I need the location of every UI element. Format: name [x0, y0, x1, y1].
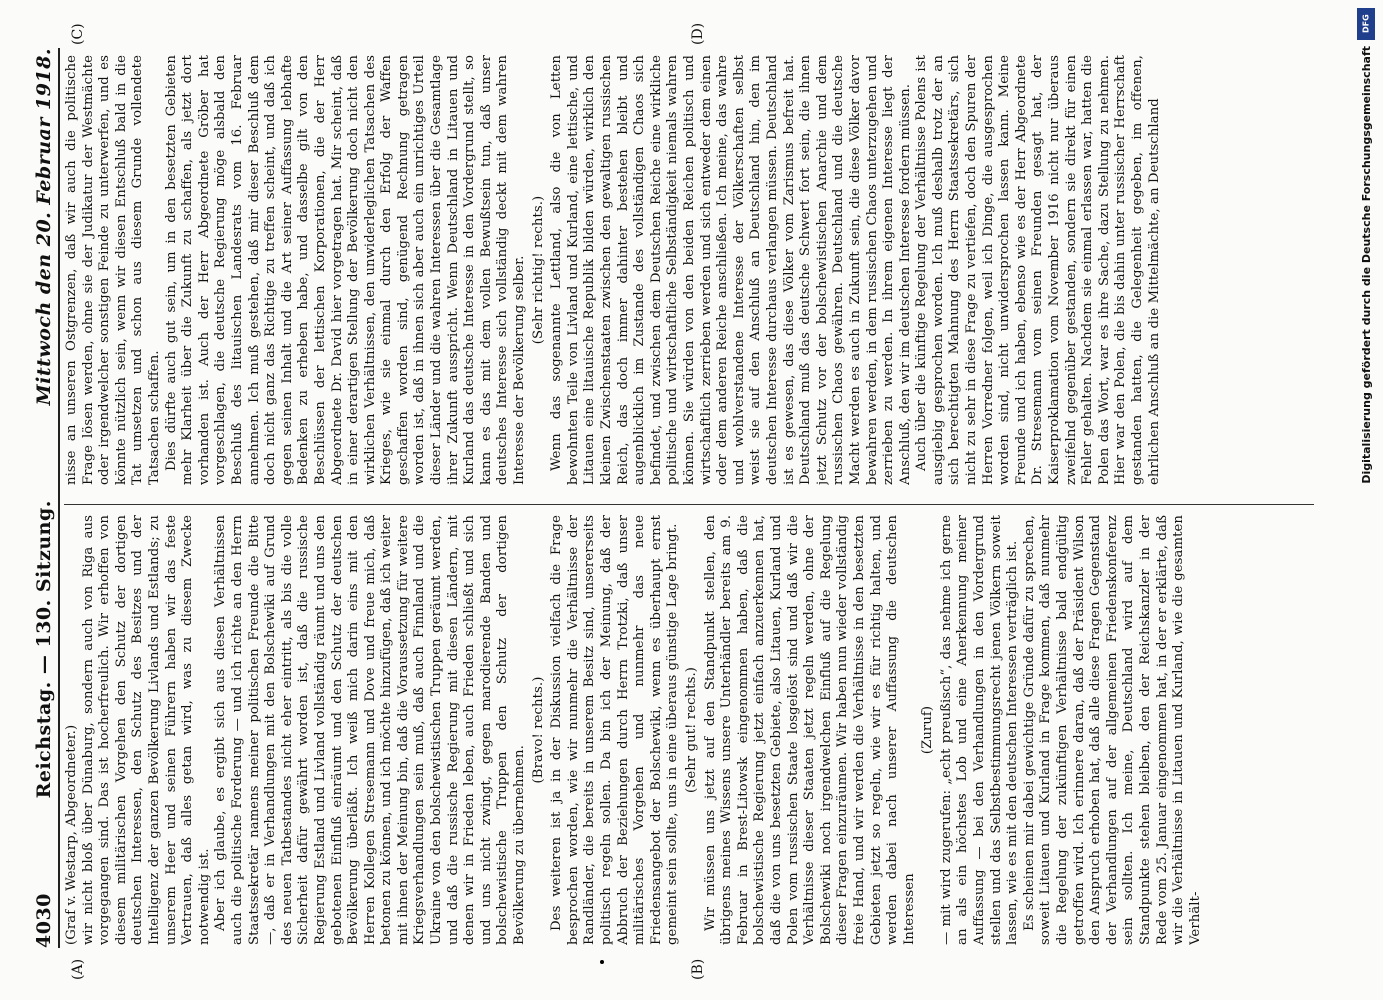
header-session: Reichstag. — 130. Sitzung. [33, 500, 55, 799]
digitization-credit [1353, 0, 1379, 1000]
page-header [30, 48, 60, 948]
header-date: Mittwoch den 20. Februar 1918. [33, 48, 55, 406]
paragraph: Auch über die künftige Regelung der Verhältnisse Polens ist ausgiebig gesprochen worden. Ich muß deshalb trotz der an sich berechtigten Mahnung des Herrn Staatssekretärs, sich nicht zu sehr in diese Frage zu vertiefen, doch den Spuren der Herren Vorredner folgen, weil ich Dinge, die ausgesprochen worden sind, nicht unwidersprochen lassen kann. Meine Freunde und ich haben, ebenso wie es der Herr Abgeordnete Dr. Stresemann vom seinen Freunden gesagt hat, der Kaiserproklamation vom November 1916 nicht nur überaus zweifelnd gegenüber gestanden, sondern sie direkt für einen Fehler gehalten. Nachdem sie einmal erlassen war, hatten die Polen das Wort, war es ihre Sache, dazu Stellung zu nehmen. Hier war den Polen, die bis dahin unter russischer Herrschaft gestanden hatten, die Gelegenheit gegeben, im offenen, ehrlichen Anschluß an die Mittelmächte, an Deutschland [914, 55, 1162, 485]
paragraph: Es scheinen mir dabei gewichtige Gründe dafür zu sprechen, soweit Litauen und Kurland in Frage kommen, daß nunmehr die Regelung der zukünftigen Verhältnisse bald endgültig getroffen wird. Ich erinnere daran, daß der Präsident Wilson den Anspruch erhoben hat, daß alle diese Fragen Gegenstand der Verhandlungen auf der allgemeinen Friedenskonferenz sein sollten. Ich meine, Deutschland wird auf dem Standpunkte stehen bleiben, den der Reichskanzler in der Rede vom 25. Januar eingenommen hat, in der er erklärte, daß wir die Verhältnisse in Litauen und Kurland, wie die gesamten Verhält- [1021, 515, 1203, 945]
paragraph: wir nicht bloß über Dünaburg, sondern auch von Riga aus vorgegangen sind. Das ist hocherfreulich. Wir erhoffen von diesem militärischen Vorgehen den Schutz der dortigen deutschen Interessen, den Schutz des Besitzes und der Intelligenz der ganzen Bevölkerung Livlands und Estlands; zu unserem Heer und seinen Führern haben wir das feste Vertrauen, daß alles getan wird, was zu diesem Zwecke notwendig ist. [80, 515, 212, 945]
paragraph: Wir müssen uns jetzt auf den Standpunkt stellen, den übrigens meines Wissens unsere Unterhändler bereits am 9. Februar in Brest-Litowsk eingenommen haben, daß die bolschewistische Regierung jetzt einfach anzuerkennen hat, daß die von uns besetzten Gebiete, also Litauen, Kurland und Polen vom russischen Staate losgelöst sind und daß wir die Verhältnisse dieser Staaten jetzt regeln werden, ohne der Bolschewiki noch irgendwelchen Einfluß auf die Regelung dieser Fragen einzuräumen. Wir haben nun wieder vollständig freie Hand, und wir werden die Verhältnisse in den besetzten Gebieten jetzt so regeln, wie wir es für richtig halten, und werden dabei nach unserer Auffassung die deutschen Interessen [702, 515, 917, 945]
right-column [64, 55, 1314, 485]
credit-text: Digitalisierung gefördert durch die Deutsche Forschungsgemeinschaft [1360, 46, 1373, 484]
stage-direction: (Sehr richtig! rechts.) [530, 195, 546, 345]
page-number: 4030 [33, 893, 55, 948]
stage-direction: (Bravo! rechts.) [530, 676, 546, 784]
paragraph: — mit wird zugerufen: „echt preußisch“, das nehme ich gerne an als ein höchstes Lob und eine Anerkennung meiner Auffassung — bei den Verhandlungen in den Vordergrund stellen und das Selbstbestimmungsrecht jenen Völkern soweit lassen, wie es mit den deutschen Interessen verträglich ist. [938, 515, 1021, 945]
paragraph: Dies dürfte auch gut sein, um in den besetzten Gebieten mehr Klarheit über die Zukunft zu schaffen, als jetzt dort vorhanden ist. Auch der Herr Abgeordnete Gröber hat vorgeschlagen, die deutsche Regierung möge alsbald den Beschluß des litauischen Landesrats vom 16. Februar annehmen. Ich muß gestehen, daß mir dieser Beschluß dem doch nicht ganz das Richtige zu treffen scheint, und daß ich gegen seinen Inhalt und die Art seiner Auffassung lebhafte Bedenken zu erheben habe, und dasselbe gilt von den Beschlüssen der lettischen Korporationen, die der Herr Abgeordnete Dr. David hier vorgetragen hat. Mir scheint, daß in einer derartigen Stellung der Bevölkerung doch nicht den wirklichen Verhältnissen, den unwiderleglichen Tatsachen des Krieges, wie sie einmal durch den Erfolg der Waffen geschaffen worden sind, genügend Rechnung getragen worden ist, daß in ihnen sich aber auch ein unrichtiges Urteil dieser Länder und die wahren Interessen über die Gesamtlage ihrer Zukunft ausspricht. Wenn Deutschland in Litauen und Kurland das deutsche Interesse in den Vordergrund stellt, so kann es das mit dem vollen Bewußtsein tun, daß unser deutsches Interesse sich vollständig deckt mit dem wahren Interesse der Bevölkerung selber. [163, 55, 528, 485]
margin-mark-c: (C) [70, 23, 86, 45]
margin-mark-d: (D) [690, 22, 706, 45]
paragraph: nisse an unseren Ostgrenzen, daß wir auch die politische Frage lösen werden, ohne sie der Judikatur der Westmächte oder irgendwelcher sonstigen Feinde zu unterwerfen, und es könnte nützlich sein, wenn wir diesen Entschluß bald in die Tat umsetzen und schon aus diesem Grunde vollendete Tatsachen schaffen. [64, 55, 162, 485]
column-divider [64, 504, 1314, 505]
margin-dot [600, 960, 604, 964]
margin-mark-b: (B) [690, 958, 706, 980]
speaker-line: (Graf v. Westarp, Abgeordneter.) [64, 724, 79, 945]
stage-direction: (Sehr gut! rechts.) [683, 667, 699, 793]
paragraph: Des weiteren ist ja in der Diskussion vielfach die Frage besprochen worden, wie wir nunmehr die Verhältnisse der Randländer, die bereits in unserem Besitz sind, unsererseits politisch regeln sollen. Da bin ich der Meinung, daß der Abbruch der Beziehungen durch Herrn Trotzki, daß unser militärisches Vorgehen und nunmehr das neue Friedensangebot der Bolschewiki, wenn es überhaupt ernst gemeint sein sollte, uns in eine überaus günstige Lage bringt. [549, 515, 681, 945]
paragraph: Wenn das sogenannte Lettland, also die von Letten bewohnten Teile von Livland und Kurland, eine lettische, und Litauen eine litauische Republik bilden würden, wirklich den kleinen Zwischenstaaten zwischen den gewaltigen russischen Reich, das doch immer dahinter bestehen bleibt und augenblicklich im Zustande des vollständigen Chaos sich befindet, und zwischen dem Deutschen Reiche eine wirkliche politische und wirtschaftliche Selbständigkeit niemals wahren können. Sie würden von den beiden Reichen politisch und wirtschaftlich zerrieben werden und sich entweder dem einen oder dem anderen Reiche anschließen. Ich meine, das wahre und wohlverstandene Interesse der Völkerschaften selbst weist sie auf den Anschluß an Deutschland hin, den im deutschen Interesse durchaus verlangen müssen. Deutschland ist es gewesen, das diese Völker vom Zarismus befreit hat. Deutschland muß das deutsche Schwert fort sein, die ihnen jetzt Schutz vor der bolschewistischen Anarchie und dem russischen Chaos gewähren. Deutschland und die deutsche Macht werden es auch in Zukunft sein, die diese Völker davor bewahren werden, in dem russischen Chaos unterzugehen und zerrieben zu werden. In ihrem eigenen Interesse liegt der Anschluß, den wir im deutschen Interesse fordern müssen. [549, 55, 913, 485]
stage-direction: (Zuruf) [920, 705, 936, 755]
paragraph: Aber ich glaube, es ergibt sich aus diesen Verhältnissen auch die politische Forderung — und ich richte an den Herrn Staatssekretär namens meiner politischen Freunde die Bitte —, daß er in Verhandlungen mit den Bolschewiki auf Grund des neuen Tatbestandes nicht eher eintritt, als bis die volle Sicherheit dafür gewährt worden ist, daß die russische Regierung Estland und Livland vollständig räumt und uns den gebotenen Einfluß einräumt und den Schutz der deutschen Bevölkerung überläßt. Ich weiß mich darin eins mit den Herren Kollegen Stresemann und Dove und freue mich, daß betonen zu können, und ich möchte hinzufügen, daß ich weiter mit ihnen der Meinung bin, daß die Voraussetzung für weitere Kriegsverhandlungen sein muß, daß auch Finnland und die Ukraine von den bolschewistischen Truppen geräumt werden, und daß die russische Regierung mit diesen Ländern, mit denen wir in Frieden leben, auch Frieden schließt und sich und uns nicht zwingt, gegen marodierende Banden und bolschewistische Truppen den Schutz der dortigen Bevölkerung zu übernehmen. [213, 515, 528, 945]
dfg-logo: DFG [1357, 8, 1375, 40]
margin-mark-a: (A) [70, 958, 86, 980]
left-column [64, 515, 1314, 945]
